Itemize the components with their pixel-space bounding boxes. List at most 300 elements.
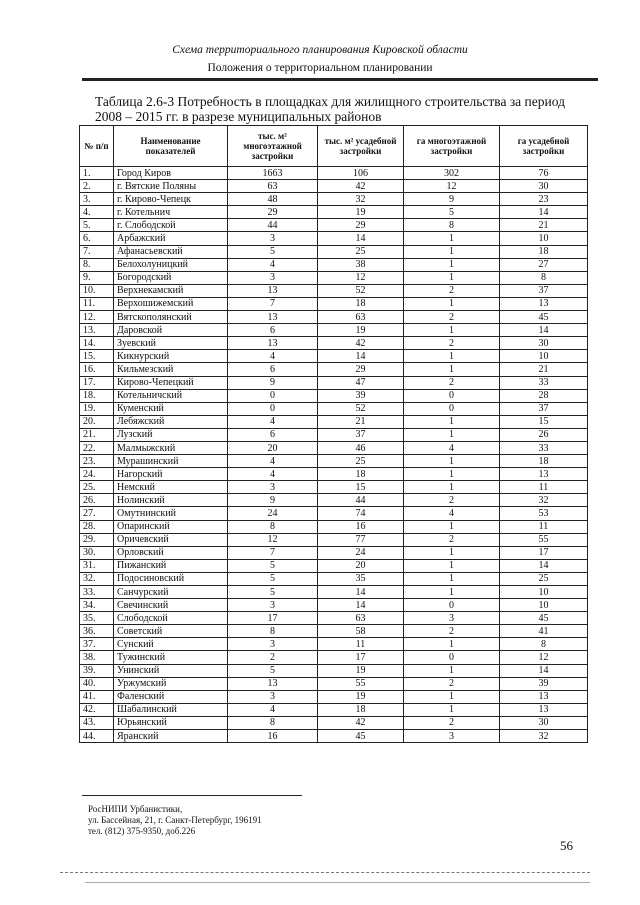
table-row bbox=[80, 586, 588, 599]
cell-multistorey-area: 44 bbox=[228, 219, 318, 232]
cell-name: Юрьянский bbox=[114, 716, 228, 729]
cell-estate-ha: 41 bbox=[500, 625, 588, 638]
cell-multistorey-ha: 1 bbox=[404, 455, 500, 468]
cell-multistorey-ha: 1 bbox=[404, 703, 500, 716]
col-header-multistorey-area: тыс. м² многоэтажной застройки bbox=[228, 126, 318, 167]
cell-multistorey-ha: 1 bbox=[404, 324, 500, 337]
cell-estate-ha: 28 bbox=[500, 389, 588, 402]
cell-estate-area: 25 bbox=[318, 455, 404, 468]
cell-estate-area: 20 bbox=[318, 559, 404, 572]
cell-name: Омутнинский bbox=[114, 507, 228, 520]
cell-estate-ha: 32 bbox=[500, 494, 588, 507]
cell-multistorey-ha: 2 bbox=[404, 337, 500, 350]
cell-multistorey-area: 3 bbox=[228, 599, 318, 612]
table-row bbox=[80, 625, 588, 638]
table-row bbox=[80, 232, 588, 245]
cell-name: Котельничский bbox=[114, 389, 228, 402]
cell-estate-ha: 14 bbox=[500, 206, 588, 219]
cell-estate-area: 42 bbox=[318, 337, 404, 350]
cell-multistorey-area: 9 bbox=[228, 376, 318, 389]
cell-multistorey-ha: 2 bbox=[404, 494, 500, 507]
cell-name: Пижанский bbox=[114, 559, 228, 572]
cell-number: 35. bbox=[80, 612, 114, 625]
cell-name: г. Вятские Поляны bbox=[114, 180, 228, 193]
table-row bbox=[80, 559, 588, 572]
cell-multistorey-ha: 1 bbox=[404, 546, 500, 559]
cell-estate-ha: 33 bbox=[500, 441, 588, 454]
cell-number: 41. bbox=[80, 690, 114, 703]
cell-name: Верхошижемский bbox=[114, 297, 228, 310]
cell-multistorey-ha: 2 bbox=[404, 284, 500, 297]
cell-estate-area: 42 bbox=[318, 180, 404, 193]
cell-multistorey-ha: 2 bbox=[404, 376, 500, 389]
table-body bbox=[80, 167, 588, 743]
document-header-subtitle: Положения о территориальном планировании bbox=[207, 62, 433, 74]
document-header-title: Схема территориального планирования Кировской области bbox=[172, 44, 468, 56]
cell-estate-area: 11 bbox=[318, 638, 404, 651]
cell-multistorey-ha: 1 bbox=[404, 664, 500, 677]
cell-multistorey-area: 8 bbox=[228, 520, 318, 533]
cell-estate-ha: 32 bbox=[500, 730, 588, 743]
cell-estate-area: 14 bbox=[318, 350, 404, 363]
cell-estate-ha: 14 bbox=[500, 324, 588, 337]
cell-name: Малмыжский bbox=[114, 441, 228, 454]
cell-number: 39. bbox=[80, 664, 114, 677]
cell-estate-area: 35 bbox=[318, 572, 404, 585]
cell-name: Нагорский bbox=[114, 468, 228, 481]
cell-name: Лебяжский bbox=[114, 415, 228, 428]
cell-multistorey-area: 4 bbox=[228, 415, 318, 428]
cell-multistorey-ha: 0 bbox=[404, 402, 500, 415]
cell-estate-area: 19 bbox=[318, 690, 404, 703]
cell-name: Мурашинский bbox=[114, 455, 228, 468]
cell-multistorey-area: 6 bbox=[228, 363, 318, 376]
cell-multistorey-area: 5 bbox=[228, 664, 318, 677]
cell-number: 14. bbox=[80, 337, 114, 350]
cell-name: Уржумский bbox=[114, 677, 228, 690]
table-row bbox=[80, 402, 588, 415]
cell-estate-ha: 23 bbox=[500, 193, 588, 206]
cell-multistorey-area: 48 bbox=[228, 193, 318, 206]
cell-multistorey-ha: 2 bbox=[404, 311, 500, 324]
cell-name: Сунский bbox=[114, 638, 228, 651]
table-row bbox=[80, 389, 588, 402]
cell-estate-ha: 10 bbox=[500, 232, 588, 245]
cell-number: 17. bbox=[80, 376, 114, 389]
cell-name: Верхнекамский bbox=[114, 284, 228, 297]
cell-multistorey-area: 5 bbox=[228, 586, 318, 599]
cell-estate-ha: 17 bbox=[500, 546, 588, 559]
cell-estate-ha: 8 bbox=[500, 271, 588, 284]
cell-multistorey-area: 17 bbox=[228, 612, 318, 625]
cell-name: Кикнурский bbox=[114, 350, 228, 363]
cell-estate-area: 44 bbox=[318, 494, 404, 507]
footer-phone: тел. (812) 375-9350, доб.226 bbox=[88, 826, 196, 836]
cell-estate-ha: 30 bbox=[500, 180, 588, 193]
cell-multistorey-area: 8 bbox=[228, 716, 318, 729]
cell-estate-area: 14 bbox=[318, 586, 404, 599]
cell-estate-ha: 55 bbox=[500, 533, 588, 546]
cell-multistorey-area: 16 bbox=[228, 730, 318, 743]
cell-estate-ha: 15 bbox=[500, 415, 588, 428]
cell-number: 16. bbox=[80, 363, 114, 376]
cell-name: Даровской bbox=[114, 324, 228, 337]
table-caption: Таблица 2.6-3 Потребность в площадках для жилищного строительства за период 2008 – 2015 гг. в разрезе муниципальных районов bbox=[95, 94, 565, 124]
footer-divider bbox=[82, 795, 302, 796]
cell-estate-ha: 21 bbox=[500, 219, 588, 232]
table-row bbox=[80, 415, 588, 428]
cell-name: Санчурский bbox=[114, 586, 228, 599]
cell-estate-area: 47 bbox=[318, 376, 404, 389]
cell-multistorey-ha: 0 bbox=[404, 389, 500, 402]
cell-estate-ha: 30 bbox=[500, 716, 588, 729]
cell-multistorey-area: 3 bbox=[228, 481, 318, 494]
cell-multistorey-area: 24 bbox=[228, 507, 318, 520]
table-row bbox=[80, 507, 588, 520]
cell-multistorey-ha: 4 bbox=[404, 441, 500, 454]
cell-multistorey-ha: 1 bbox=[404, 415, 500, 428]
cell-number: 19. bbox=[80, 402, 114, 415]
cell-name: Вятскополянский bbox=[114, 311, 228, 324]
cell-name: г. Котельнич bbox=[114, 206, 228, 219]
table-row bbox=[80, 167, 588, 180]
cell-number: 33. bbox=[80, 586, 114, 599]
cell-multistorey-area: 1663 bbox=[228, 167, 318, 180]
cell-estate-ha: 27 bbox=[500, 258, 588, 271]
cell-name: Свечинский bbox=[114, 599, 228, 612]
cell-number: 20. bbox=[80, 415, 114, 428]
cell-multistorey-area: 13 bbox=[228, 337, 318, 350]
cell-estate-area: 55 bbox=[318, 677, 404, 690]
table-row bbox=[80, 245, 588, 258]
cell-number: 15. bbox=[80, 350, 114, 363]
cell-multistorey-ha: 1 bbox=[404, 245, 500, 258]
cell-estate-ha: 37 bbox=[500, 284, 588, 297]
cell-estate-area: 14 bbox=[318, 599, 404, 612]
table-row bbox=[80, 350, 588, 363]
cell-number: 18. bbox=[80, 389, 114, 402]
cell-estate-ha: 14 bbox=[500, 664, 588, 677]
cell-multistorey-area: 4 bbox=[228, 455, 318, 468]
cell-estate-area: 42 bbox=[318, 716, 404, 729]
cell-estate-area: 19 bbox=[318, 206, 404, 219]
cell-estate-area: 12 bbox=[318, 271, 404, 284]
cell-estate-area: 39 bbox=[318, 389, 404, 402]
cell-multistorey-ha: 1 bbox=[404, 363, 500, 376]
table-row bbox=[80, 363, 588, 376]
cell-name: Советский bbox=[114, 625, 228, 638]
cell-multistorey-area: 3 bbox=[228, 232, 318, 245]
cell-estate-ha: 21 bbox=[500, 363, 588, 376]
table-row bbox=[80, 428, 588, 441]
cell-multistorey-ha: 1 bbox=[404, 271, 500, 284]
table-row bbox=[80, 572, 588, 585]
cell-estate-ha: 11 bbox=[500, 481, 588, 494]
cell-estate-area: 17 bbox=[318, 651, 404, 664]
cell-multistorey-ha: 1 bbox=[404, 232, 500, 245]
cell-multistorey-area: 6 bbox=[228, 428, 318, 441]
cell-multistorey-area: 4 bbox=[228, 350, 318, 363]
cell-multistorey-ha: 3 bbox=[404, 612, 500, 625]
cell-number: 37. bbox=[80, 638, 114, 651]
cell-number: 30. bbox=[80, 546, 114, 559]
cell-multistorey-area: 0 bbox=[228, 402, 318, 415]
table-row bbox=[80, 219, 588, 232]
cell-number: 12. bbox=[80, 311, 114, 324]
cell-estate-area: 38 bbox=[318, 258, 404, 271]
cell-estate-area: 74 bbox=[318, 507, 404, 520]
cell-estate-area: 21 bbox=[318, 415, 404, 428]
housing-demand-table bbox=[79, 125, 588, 743]
cell-multistorey-ha: 9 bbox=[404, 193, 500, 206]
cell-number: 25. bbox=[80, 481, 114, 494]
scan-artifact-line-2 bbox=[85, 882, 590, 884]
cell-name: Немский bbox=[114, 481, 228, 494]
cell-multistorey-ha: 1 bbox=[404, 520, 500, 533]
cell-name: Фаленский bbox=[114, 690, 228, 703]
table-row bbox=[80, 730, 588, 743]
cell-name: Лузский bbox=[114, 428, 228, 441]
cell-name: Слободской bbox=[114, 612, 228, 625]
cell-estate-area: 46 bbox=[318, 441, 404, 454]
cell-name: Оричевский bbox=[114, 533, 228, 546]
cell-multistorey-area: 5 bbox=[228, 245, 318, 258]
cell-multistorey-ha: 2 bbox=[404, 677, 500, 690]
cell-multistorey-area: 13 bbox=[228, 311, 318, 324]
cell-name: г. Кирово-Чепецк bbox=[114, 193, 228, 206]
cell-multistorey-ha: 1 bbox=[404, 258, 500, 271]
cell-estate-area: 52 bbox=[318, 284, 404, 297]
cell-number: 43. bbox=[80, 716, 114, 729]
table-row bbox=[80, 441, 588, 454]
cell-estate-area: 37 bbox=[318, 428, 404, 441]
cell-name: Нолинский bbox=[114, 494, 228, 507]
cell-estate-ha: 18 bbox=[500, 455, 588, 468]
cell-number: 10. bbox=[80, 284, 114, 297]
col-header-multistorey-ha: га многоэтажной застройки bbox=[404, 126, 500, 167]
cell-number: 3. bbox=[80, 193, 114, 206]
cell-multistorey-ha: 1 bbox=[404, 428, 500, 441]
cell-estate-area: 106 bbox=[318, 167, 404, 180]
cell-number: 32. bbox=[80, 572, 114, 585]
cell-estate-area: 18 bbox=[318, 468, 404, 481]
cell-number: 9. bbox=[80, 271, 114, 284]
cell-multistorey-area: 29 bbox=[228, 206, 318, 219]
cell-multistorey-area: 6 bbox=[228, 324, 318, 337]
cell-multistorey-ha: 1 bbox=[404, 559, 500, 572]
table-row bbox=[80, 716, 588, 729]
cell-multistorey-ha: 1 bbox=[404, 690, 500, 703]
footer-org: РосНИПИ Урбанистики, bbox=[88, 804, 183, 814]
cell-estate-ha: 33 bbox=[500, 376, 588, 389]
cell-multistorey-area: 20 bbox=[228, 441, 318, 454]
cell-multistorey-ha: 4 bbox=[404, 507, 500, 520]
cell-number: 7. bbox=[80, 245, 114, 258]
cell-name: Орловский bbox=[114, 546, 228, 559]
cell-estate-area: 63 bbox=[318, 311, 404, 324]
table-row bbox=[80, 180, 588, 193]
cell-multistorey-area: 2 bbox=[228, 651, 318, 664]
cell-estate-area: 77 bbox=[318, 533, 404, 546]
table-header-row bbox=[80, 126, 588, 167]
table-row bbox=[80, 284, 588, 297]
cell-estate-area: 19 bbox=[318, 324, 404, 337]
cell-multistorey-area: 4 bbox=[228, 258, 318, 271]
cell-number: 24. bbox=[80, 468, 114, 481]
cell-estate-ha: 53 bbox=[500, 507, 588, 520]
table-row bbox=[80, 494, 588, 507]
cell-estate-ha: 10 bbox=[500, 599, 588, 612]
cell-name: Город Киров bbox=[114, 167, 228, 180]
cell-number: 22. bbox=[80, 441, 114, 454]
table-row bbox=[80, 520, 588, 533]
cell-estate-ha: 76 bbox=[500, 167, 588, 180]
cell-multistorey-area: 12 bbox=[228, 533, 318, 546]
cell-multistorey-area: 4 bbox=[228, 703, 318, 716]
cell-number: 13. bbox=[80, 324, 114, 337]
cell-number: 40. bbox=[80, 677, 114, 690]
cell-estate-ha: 30 bbox=[500, 337, 588, 350]
cell-multistorey-ha: 12 bbox=[404, 180, 500, 193]
cell-number: 23. bbox=[80, 455, 114, 468]
cell-multistorey-ha: 1 bbox=[404, 572, 500, 585]
cell-estate-area: 29 bbox=[318, 363, 404, 376]
cell-name: Белохолуницкий bbox=[114, 258, 228, 271]
scan-artifact-line bbox=[60, 872, 590, 874]
cell-estate-ha: 10 bbox=[500, 586, 588, 599]
cell-number: 42. bbox=[80, 703, 114, 716]
cell-number: 36. bbox=[80, 625, 114, 638]
cell-estate-area: 16 bbox=[318, 520, 404, 533]
table-row bbox=[80, 376, 588, 389]
cell-name: Куменский bbox=[114, 402, 228, 415]
cell-estate-ha: 13 bbox=[500, 468, 588, 481]
cell-number: 34. bbox=[80, 599, 114, 612]
cell-estate-ha: 13 bbox=[500, 297, 588, 310]
cell-multistorey-ha: 0 bbox=[404, 651, 500, 664]
cell-number: 2. bbox=[80, 180, 114, 193]
cell-estate-ha: 25 bbox=[500, 572, 588, 585]
cell-estate-ha: 37 bbox=[500, 402, 588, 415]
table-row bbox=[80, 612, 588, 625]
cell-estate-area: 15 bbox=[318, 481, 404, 494]
col-header-estate-ha: га усадебной застройки bbox=[500, 126, 588, 167]
cell-number: 11. bbox=[80, 297, 114, 310]
cell-multistorey-area: 8 bbox=[228, 625, 318, 638]
cell-name: г. Слободской bbox=[114, 219, 228, 232]
table-row bbox=[80, 664, 588, 677]
cell-estate-ha: 10 bbox=[500, 350, 588, 363]
table-row bbox=[80, 481, 588, 494]
cell-estate-area: 18 bbox=[318, 703, 404, 716]
cell-estate-ha: 39 bbox=[500, 677, 588, 690]
cell-estate-ha: 13 bbox=[500, 703, 588, 716]
cell-name: Афанасьевский bbox=[114, 245, 228, 258]
cell-number: 31. bbox=[80, 559, 114, 572]
table-row bbox=[80, 533, 588, 546]
cell-multistorey-area: 5 bbox=[228, 559, 318, 572]
table-row bbox=[80, 468, 588, 481]
cell-name: Кирово-Чепецкий bbox=[114, 376, 228, 389]
cell-multistorey-area: 63 bbox=[228, 180, 318, 193]
cell-estate-ha: 45 bbox=[500, 311, 588, 324]
table-row bbox=[80, 311, 588, 324]
cell-name: Унинский bbox=[114, 664, 228, 677]
cell-name: Тужинский bbox=[114, 651, 228, 664]
cell-multistorey-area: 9 bbox=[228, 494, 318, 507]
cell-multistorey-area: 3 bbox=[228, 271, 318, 284]
footer-address: ул. Бассейная, 21, г. Санкт-Петербург, 196191 bbox=[88, 815, 262, 825]
table-row bbox=[80, 677, 588, 690]
table-row bbox=[80, 337, 588, 350]
cell-name: Арбажский bbox=[114, 232, 228, 245]
cell-multistorey-ha: 1 bbox=[404, 638, 500, 651]
cell-multistorey-ha: 2 bbox=[404, 625, 500, 638]
cell-number: 1. bbox=[80, 167, 114, 180]
cell-name: Подосиновский bbox=[114, 572, 228, 585]
col-header-number: № п/п bbox=[80, 126, 114, 167]
cell-estate-area: 29 bbox=[318, 219, 404, 232]
table-row bbox=[80, 193, 588, 206]
table-row bbox=[80, 258, 588, 271]
cell-multistorey-area: 5 bbox=[228, 572, 318, 585]
cell-estate-ha: 45 bbox=[500, 612, 588, 625]
cell-multistorey-ha: 302 bbox=[404, 167, 500, 180]
table-row bbox=[80, 690, 588, 703]
cell-estate-area: 63 bbox=[318, 612, 404, 625]
cell-multistorey-area: 4 bbox=[228, 468, 318, 481]
cell-multistorey-ha: 0 bbox=[404, 599, 500, 612]
table-row bbox=[80, 206, 588, 219]
cell-number: 38. bbox=[80, 651, 114, 664]
table-row bbox=[80, 638, 588, 651]
cell-number: 29. bbox=[80, 533, 114, 546]
cell-name: Зуевский bbox=[114, 337, 228, 350]
cell-multistorey-area: 3 bbox=[228, 690, 318, 703]
cell-multistorey-ha: 5 bbox=[404, 206, 500, 219]
cell-estate-area: 52 bbox=[318, 402, 404, 415]
cell-multistorey-ha: 8 bbox=[404, 219, 500, 232]
cell-multistorey-ha: 3 bbox=[404, 730, 500, 743]
cell-estate-ha: 13 bbox=[500, 690, 588, 703]
table-row bbox=[80, 455, 588, 468]
cell-name: Богородский bbox=[114, 271, 228, 284]
cell-number: 6. bbox=[80, 232, 114, 245]
col-header-name: Наименование показателей bbox=[114, 126, 228, 167]
cell-estate-area: 45 bbox=[318, 730, 404, 743]
table-row bbox=[80, 703, 588, 716]
cell-multistorey-area: 7 bbox=[228, 297, 318, 310]
cell-number: 8. bbox=[80, 258, 114, 271]
cell-estate-area: 18 bbox=[318, 297, 404, 310]
cell-multistorey-ha: 2 bbox=[404, 716, 500, 729]
cell-multistorey-ha: 2 bbox=[404, 533, 500, 546]
cell-multistorey-area: 7 bbox=[228, 546, 318, 559]
cell-estate-area: 32 bbox=[318, 193, 404, 206]
cell-name: Кильмезский bbox=[114, 363, 228, 376]
table-row bbox=[80, 599, 588, 612]
cell-estate-area: 19 bbox=[318, 664, 404, 677]
cell-estate-ha: 12 bbox=[500, 651, 588, 664]
cell-multistorey-area: 0 bbox=[228, 389, 318, 402]
cell-estate-area: 25 bbox=[318, 245, 404, 258]
cell-estate-area: 24 bbox=[318, 546, 404, 559]
cell-multistorey-area: 3 bbox=[228, 638, 318, 651]
cell-number: 28. bbox=[80, 520, 114, 533]
cell-multistorey-ha: 1 bbox=[404, 468, 500, 481]
cell-estate-ha: 18 bbox=[500, 245, 588, 258]
cell-name: Шабалинский bbox=[114, 703, 228, 716]
